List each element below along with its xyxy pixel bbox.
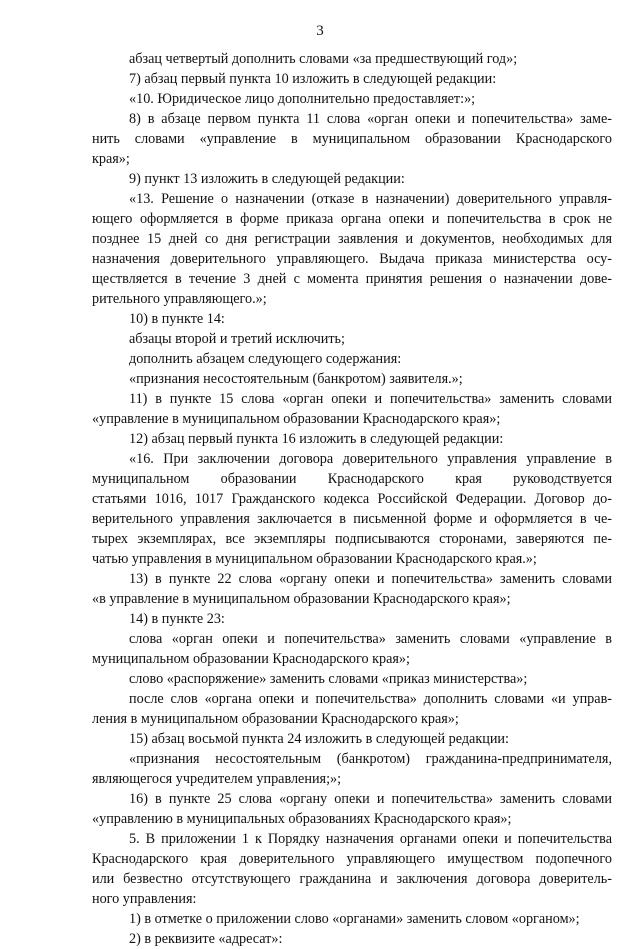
text-line: края»; — [92, 151, 130, 167]
text-line: являющегося учредителем управления;»; — [92, 771, 342, 787]
text-line: «16. При заключении договора доверительного управления управление в — [129, 451, 612, 467]
text-line: 14) в пункте 23: — [129, 611, 225, 627]
page-number: 3 — [316, 23, 324, 39]
text-line: нить словами «управление в муниципальном образовании Краснодарского — [92, 131, 612, 147]
text-line: назначения доверительного управляющего. Выдача приказа министерства осу- — [92, 251, 612, 267]
text-line: 15) абзац восьмой пункта 24 изложить в следующей редакции: — [129, 731, 509, 747]
text-line: статьями 1016, 1017 Гражданского кодекса Российской Федерации. Договор до- — [92, 491, 612, 507]
text-line: 12) абзац первый пункта 16 изложить в следующей редакции: — [129, 431, 504, 447]
text-line: дополнить абзацем следующего содержания: — [129, 351, 402, 367]
text-line: «10. Юридическое лицо дополнительно предоставляет:»; — [129, 91, 476, 107]
text-line: 10) в пункте 14: — [129, 311, 225, 327]
text-line: 1) в отметке о приложении слово «органами» заменить словом «органом»; — [129, 911, 580, 927]
text-line: 7) абзац первый пункта 10 изложить в следующей редакции: — [129, 71, 497, 87]
text-line: ления в муниципальном образовании Краснодарского края»; — [92, 711, 459, 727]
text-line: позднее 15 дней со дня регистрации заявления и документов, необходимых для — [92, 231, 612, 247]
text-line: 5. В приложении 1 к Порядку назначения органами опеки и попечительства — [129, 831, 612, 847]
text-line: ющего оформляется в форме приказа органа опеки и попечительства в срок не — [92, 211, 612, 227]
text-line: ществляется в течение 3 дней с момента принятия решения о назначении дове- — [92, 271, 612, 287]
document-body — [92, 49, 612, 949]
text-line: муниципальном образовании Краснодарского края»; — [92, 651, 410, 667]
text-line: или безвестно отсутствующего гражданина и заключения договора доверитель- — [92, 871, 612, 887]
text-line: «13. Решение о назначении (отказе в назначении) доверительного управля- — [129, 191, 612, 207]
text-line: тырех экземплярах, все экземпляры подписываются сторонами, заверяются пе- — [92, 531, 612, 547]
text-line: «управлению в муниципальных образованиях Краснодарского края»; — [92, 811, 512, 827]
text-line: 9) пункт 13 изложить в следующей редакции: — [129, 171, 405, 187]
text-line: Краснодарского края доверительного управляющего имуществом подопечного — [92, 851, 612, 867]
text-line: 8) в абзаце первом пункта 11 слова «орган опеки и попечительства» заме- — [129, 111, 612, 127]
text-line: чатью управления в муниципальном образовании Краснодарского края.»; — [92, 551, 537, 567]
text-line: 13) в пункте 22 слова «органу опеки и попечительства» заменить словами — [129, 571, 612, 587]
text-line: муниципальном образовании Краснодарского края руководствуется — [92, 471, 612, 487]
text-line: «признания несостоятельным (банкротом) гражданина-предпринимателя, — [129, 751, 612, 767]
text-line: слово «распоряжение» заменить словами «приказ министерства»; — [129, 671, 528, 687]
text-line: 2) в реквизите «адресат»: — [129, 931, 283, 947]
text-line: 16) в пункте 25 слова «органу опеки и попечительства» заменить словами — [129, 791, 612, 807]
text-line: рительного управляющего.»; — [92, 291, 267, 307]
text-line: ного управления: — [92, 891, 197, 907]
text-line: «управление в муниципальном образовании Краснодарского края»; — [92, 411, 501, 427]
text-line: слова «орган опеки и попечительства» заменить словами «управление в — [129, 631, 612, 647]
text-line: после слов «органа опеки и попечительства» дополнить словами «и управ- — [129, 691, 612, 707]
text-line: «признания несостоятельным (банкротом) заявителя.»; — [129, 371, 463, 387]
text-line: абзац четвертый дополнить словами «за предшествующий год»; — [129, 51, 518, 67]
text-line: верительного управления заключается в письменной форме и оформляется в че- — [92, 511, 612, 527]
text-line: 11) в пункте 15 слова «орган опеки и попечительства» заменить словами — [129, 391, 612, 407]
text-line: «в управление в муниципальном образовании Краснодарского края»; — [92, 591, 511, 607]
text-line: абзацы второй и третий исключить; — [129, 331, 345, 347]
